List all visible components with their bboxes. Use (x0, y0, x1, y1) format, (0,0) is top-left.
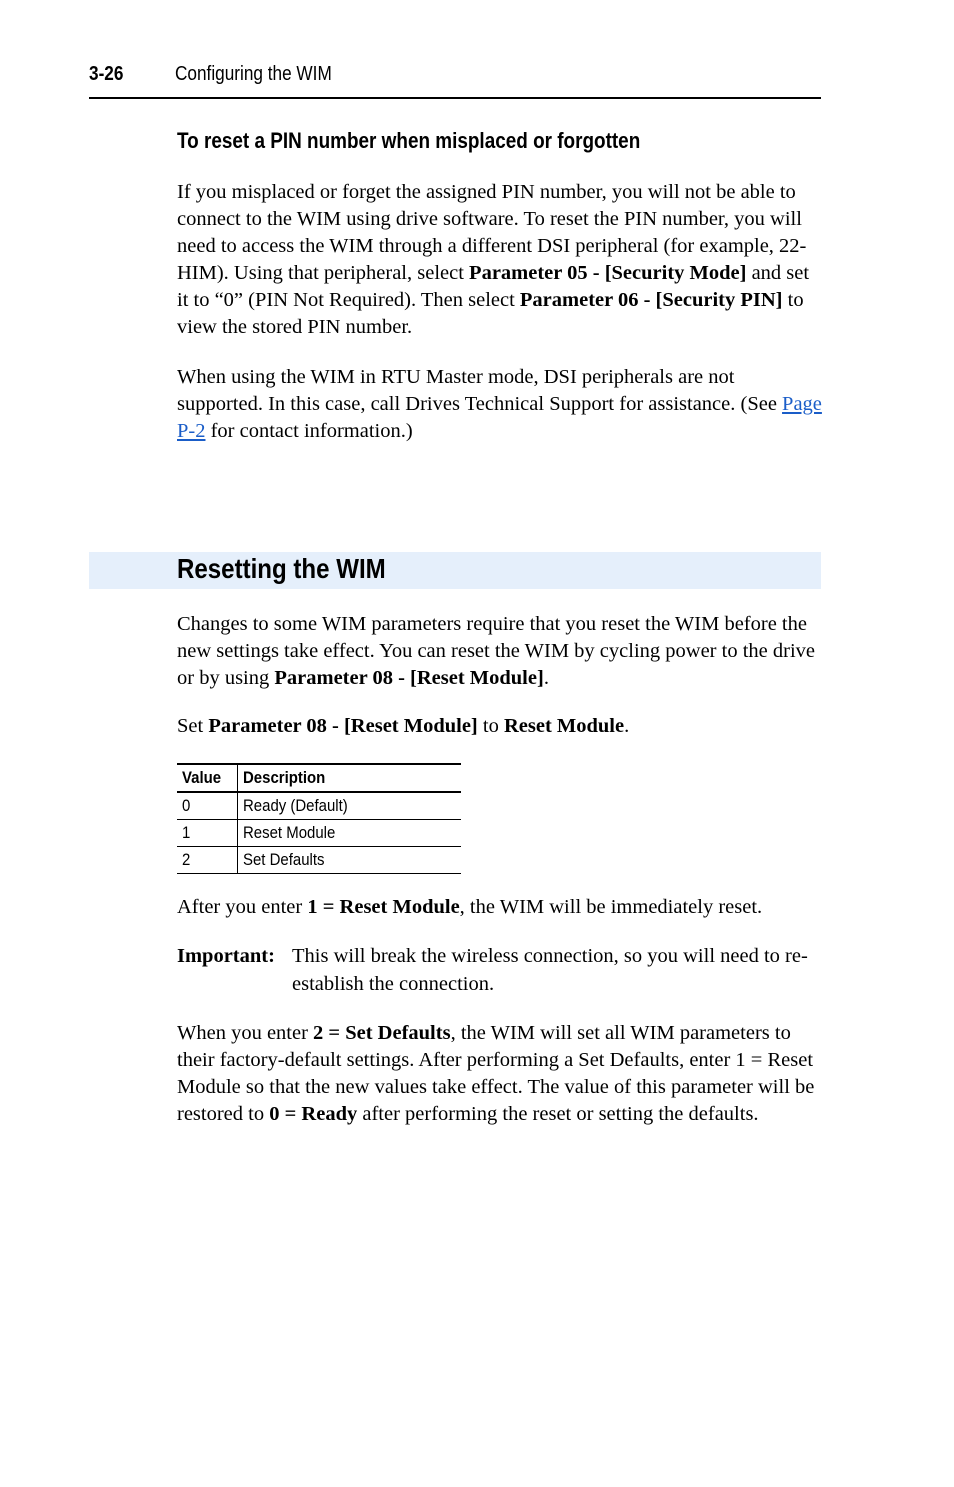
value-cell: 1 (177, 820, 238, 847)
pin-reset-paragraph: If you misplaced or forget the assigned PIN number, you will not be able to connect to the WIM using drive software. To reset the PIN number, you will need to access the WIM through a different DSI peripheral (for example, 22-HIM). Using that peripheral, select Parameter 05 - [Security Mode] and set it to “0” (PIN Not Required). Then select Parameter 06 - [Security PIN] to view the stored PIN number. (177, 181, 810, 338)
param-05-ref: Parameter 05 - [Security Mode] (469, 262, 747, 284)
page-header (89, 60, 821, 99)
rtu-master-paragraph: When using the WIM in RTU Master mode, DSI peripherals are not supported. In this case, call Drives Technical Support for assistance. (See Page P-2 for contact information.) (177, 366, 822, 442)
table-header-row (177, 764, 461, 792)
description-column-header: Description (243, 768, 326, 787)
page-number: 3-26 (89, 63, 124, 85)
important-text: This will break the wireless connection, so you will need to re-establish the connection. (292, 945, 808, 995)
important-label: Important: (177, 945, 275, 967)
reset-module-ref: Reset Module (503, 715, 625, 737)
section-title: Resetting the WIM (177, 553, 386, 584)
after-reset-paragraph: After you enter 1 = Reset Module, the WIM will be immediately reset. (177, 896, 763, 918)
chapter-title: Configuring the WIM (175, 63, 332, 85)
set-defaults-value-ref: 2 = Set Defaults (313, 1022, 451, 1044)
value-cell: 2 (177, 847, 238, 874)
set-defaults-paragraph: When you enter 2 = Set Defaults, the WIM will set all WIM parameters to their factory-default settings. After performing a Set Defaults, enter 1 = Reset Module so that the new values take effect. The value of this parameter will be restored to 0 = Ready after performing the reset or setting the defaults. (177, 1022, 815, 1125)
reset-module-value-ref: 1 = Reset Module (307, 896, 460, 918)
description-cell: Ready (Default) (243, 796, 348, 815)
value-description-table (177, 763, 461, 874)
table-row (177, 792, 461, 820)
reset-intro-paragraph: Changes to some WIM parameters require that you reset the WIM before the new settings take effect. You can reset the WIM by cycling power to the drive or by using Parameter 08 - [Reset Module]. (177, 613, 815, 689)
param-08-ref: Parameter 08 - [Reset Module] (208, 715, 478, 737)
section-title-band (89, 552, 821, 589)
table-row (177, 847, 461, 874)
param-06-ref: Parameter 06 - [Security PIN] (519, 289, 783, 311)
pin-reset-heading: To reset a PIN number when misplaced or forgotten (177, 128, 641, 153)
description-cell: Set Defaults (243, 850, 325, 869)
ready-value-ref: 0 = Ready (269, 1103, 358, 1125)
value-cell: 0 (177, 792, 238, 820)
value-column-header: Value (177, 764, 238, 792)
set-parameter-paragraph: Set Parameter 08 - [Reset Module] to Reset Module. (177, 715, 630, 737)
param-08-ref: Parameter 08 - [Reset Module] (274, 667, 544, 689)
table-row (177, 820, 461, 847)
page-p2-link[interactable]: Page P-2 (177, 393, 822, 442)
description-cell: Reset Module (243, 823, 336, 842)
